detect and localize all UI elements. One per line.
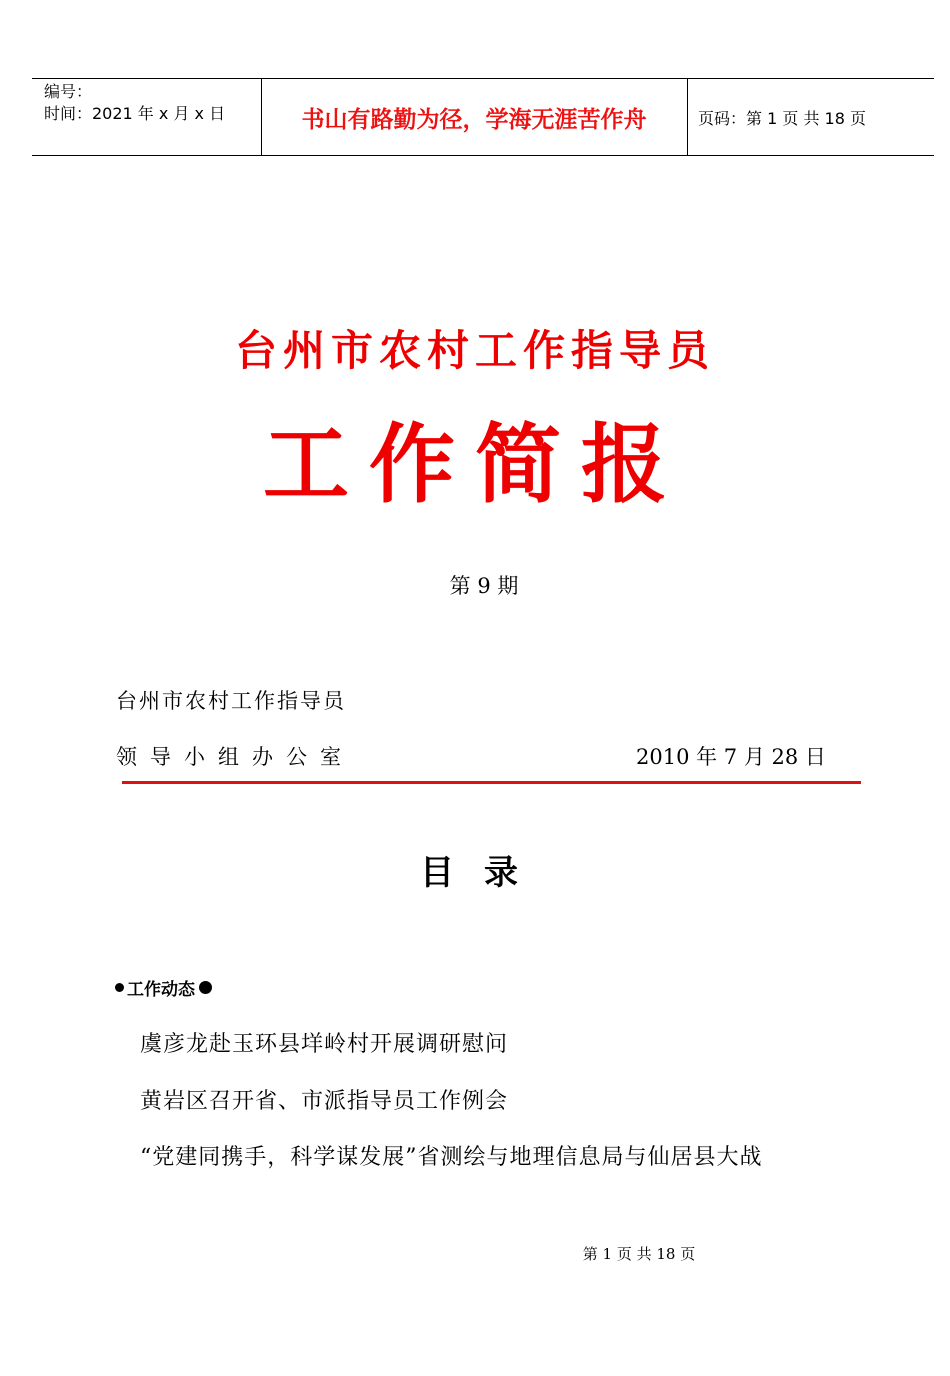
header-table — [32, 78, 934, 156]
org-line1: 台州市农村工作指导员 — [116, 689, 346, 713]
page-footer: 第 1 页 共 18 页 — [582, 1245, 696, 1263]
bullet-dot-icon — [115, 983, 124, 992]
toc-item[interactable]: “党建同携手，科学谋发展”省测绘与地理信息局与仙居县大战 — [140, 1145, 763, 1170]
issue-number: 第 9 期 — [449, 574, 519, 598]
time-label: 时间：2021 年 x 月 x 日 — [44, 104, 226, 123]
issue-date: 2010 年 7 月 28 日 — [636, 745, 826, 769]
toc-title: 目录 — [420, 853, 548, 893]
section-label: 工作动态 — [127, 980, 195, 1000]
red-rule — [122, 781, 861, 784]
header-page-label: 页码：第 1 页 共 18 页 — [698, 108, 866, 128]
header-divider — [687, 79, 688, 155]
bullet-dot-icon — [199, 981, 212, 994]
header-meta — [44, 81, 225, 125]
title-line2: 工作简报 — [263, 415, 687, 515]
title-line1: 台州市农村工作指导员 — [234, 326, 715, 375]
toc-item[interactable]: 虞彦龙赴玉环县垟岭村开展调研慰问 — [140, 1032, 509, 1057]
number-label: 编号： — [44, 82, 93, 101]
toc-item[interactable]: 黄岩区召开省、市派指导员工作例会 — [140, 1089, 509, 1114]
toc-section-heading — [115, 975, 212, 1000]
header-motto: 书山有路勤为径，学海无涯苦作舟 — [301, 106, 647, 133]
org-line2: 领导小组办公室 — [116, 745, 354, 769]
